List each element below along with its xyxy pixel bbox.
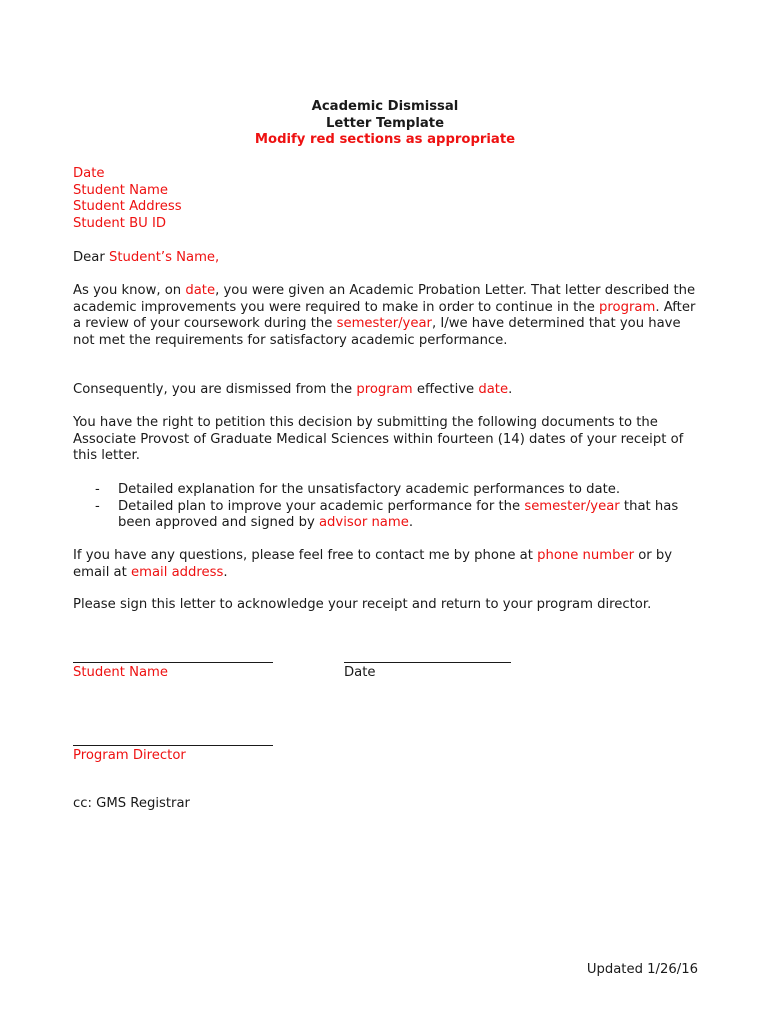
p1-text-2: , you were given an Academic Probation Letter. That letter described the academic improvements you were required to make in order to continue in the — [73, 283, 696, 315]
item2-text-3: . — [408, 515, 414, 531]
item2-text-1: Detailed plan to improve your academic performance for the — [118, 498, 525, 514]
cc-text: cc: GMS Registrar — [73, 796, 190, 811]
address-student-id: Student BU ID — [73, 215, 167, 231]
bullet-dash: - — [95, 498, 100, 514]
title-line-2: Letter Template — [325, 115, 445, 131]
p4-email: email address — [131, 564, 224, 580]
p4-text-2: or by email at — [73, 548, 673, 580]
bullet-dash: - — [95, 482, 100, 497]
instruction-line: Modify red sections as appropriate — [254, 132, 516, 148]
director-signature-line — [73, 745, 273, 746]
paragraph-probation — [73, 283, 703, 349]
p4-text-3: . — [223, 564, 228, 580]
date-signature-label: Date — [344, 665, 376, 680]
p1-date: date — [185, 283, 216, 298]
p1-text-3: . After a review of your coursework during the — [73, 299, 696, 332]
paragraph-contact — [73, 548, 703, 581]
director-signature-label: Program Director — [73, 748, 186, 763]
p1-text-4: , I/we have determined that you have not met the requirements for satisfactory academic performance. — [73, 316, 681, 348]
date-signature-line — [344, 662, 511, 663]
student-signature-block — [73, 662, 273, 682]
student-signature-line — [73, 662, 273, 663]
item2-advisor: advisor name — [318, 515, 409, 531]
director-signature-block — [73, 745, 273, 765]
p2-program: program — [356, 382, 413, 397]
p2-text-2: effective — [412, 382, 479, 397]
salutation-dear: Dear — [73, 250, 109, 265]
paragraph-petition — [73, 415, 703, 465]
list-item-text — [118, 499, 703, 532]
p1-semester: semester/year — [336, 316, 432, 332]
p1-text-1: As you know, on — [73, 283, 186, 298]
list-item — [73, 482, 703, 499]
p5-text: Please sign this letter to acknowledge your receipt and return to your program director. — [73, 597, 652, 612]
paragraph-dismissal — [73, 382, 703, 399]
title-line-1: Academic Dismissal — [311, 99, 459, 114]
p3-text: You have the right to petition this decision by submitting the following documents to the Associate Provost of Graduate Medical Sciences within fourteen (14) dates of your receipt of this letter. — [73, 415, 684, 464]
p2-text-3: . — [508, 382, 513, 397]
date-signature-block — [344, 662, 511, 682]
address-student-name: Student Name — [73, 182, 169, 198]
p2-text-1: Consequently, you are dismissed from the — [73, 382, 357, 397]
address-student-address: Student Address — [73, 199, 182, 215]
p4-phone: phone number — [537, 548, 635, 563]
p1-program: program — [599, 299, 656, 315]
p4-text-1: If you have any questions, please feel free to contact me by phone at — [73, 548, 538, 563]
letter-header — [0, 99, 770, 149]
cc-line — [73, 796, 703, 813]
p2-date: date — [478, 382, 509, 397]
salutation-name: Student’s Name, — [108, 250, 220, 265]
list-item — [73, 499, 703, 532]
list-item-text: Detailed explanation for the unsatisfactory academic performances to date. — [118, 482, 621, 497]
footer-updated: Updated 1/26/16 — [586, 962, 698, 977]
student-signature-label: Student Name — [73, 665, 169, 680]
paragraph-sign — [73, 597, 703, 614]
item2-text-2: that has been approved and signed by — [118, 498, 679, 531]
item2-semester: semester/year — [524, 498, 620, 514]
address-block — [73, 166, 703, 232]
requirements-list — [73, 482, 703, 532]
salutation — [73, 250, 703, 267]
address-date: Date — [73, 166, 105, 181]
